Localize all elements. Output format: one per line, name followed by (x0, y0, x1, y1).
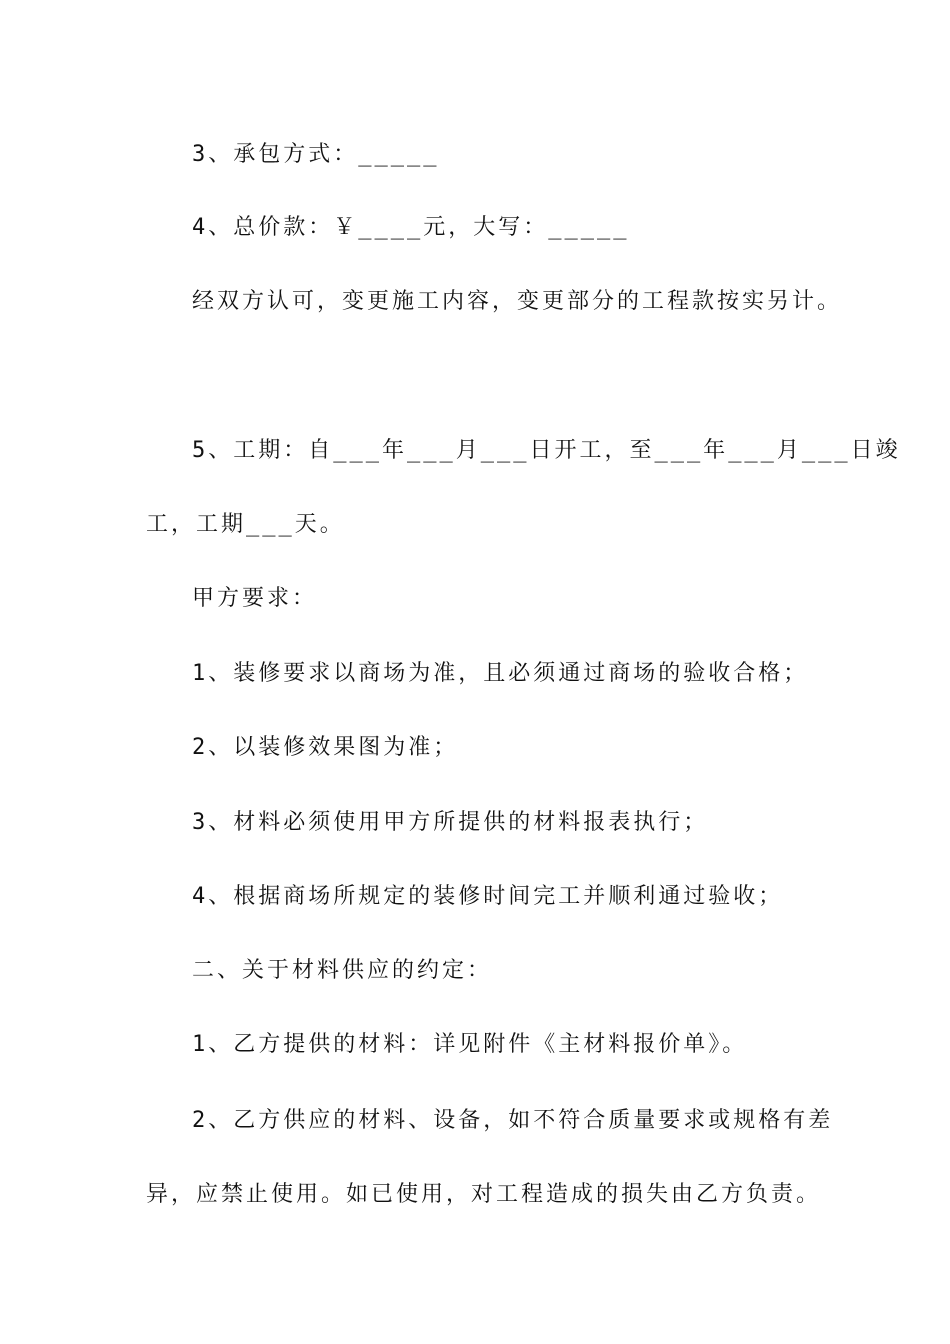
material-item-2-continued: 异，应禁止使用。如已使用，对工程造成的损失由乙方负责。 (146, 1182, 822, 1207)
section-party-a-requirements: 甲方要求： (192, 586, 318, 611)
clause-change-note: 经双方认可，变更施工内容，变更部分的工程款按实另计。 (192, 289, 843, 314)
clause-schedule: 5、工期：自___年___月___日开工，至___年___月___日竣 (192, 438, 901, 463)
requirement-item-3: 3、材料必须使用甲方所提供的材料报表执行； (192, 810, 709, 835)
material-item-2: 2、乙方供应的材料、设备，如不符合质量要求或规格有差 (192, 1108, 834, 1133)
requirement-item-4: 4、根据商场所规定的装修时间完工并顺利通过验收； (192, 884, 784, 909)
clause-contract-method: 3、承包方式：_____ (192, 142, 440, 167)
material-item-1: 1、乙方提供的材料：详见附件《主材料报价单》。 (192, 1032, 748, 1057)
requirement-item-1: 1、装修要求以商场为准，且必须通过商场的验收合格； (192, 661, 809, 686)
section-material-supply: 二、关于材料供应的约定： (192, 958, 493, 983)
clause-total-price: 4、总价款：￥____元，大写：_____ (192, 215, 630, 240)
clause-schedule-continued: 工，工期___天。 (146, 512, 345, 537)
requirement-item-2: 2、以装修效果图为准； (192, 735, 459, 760)
